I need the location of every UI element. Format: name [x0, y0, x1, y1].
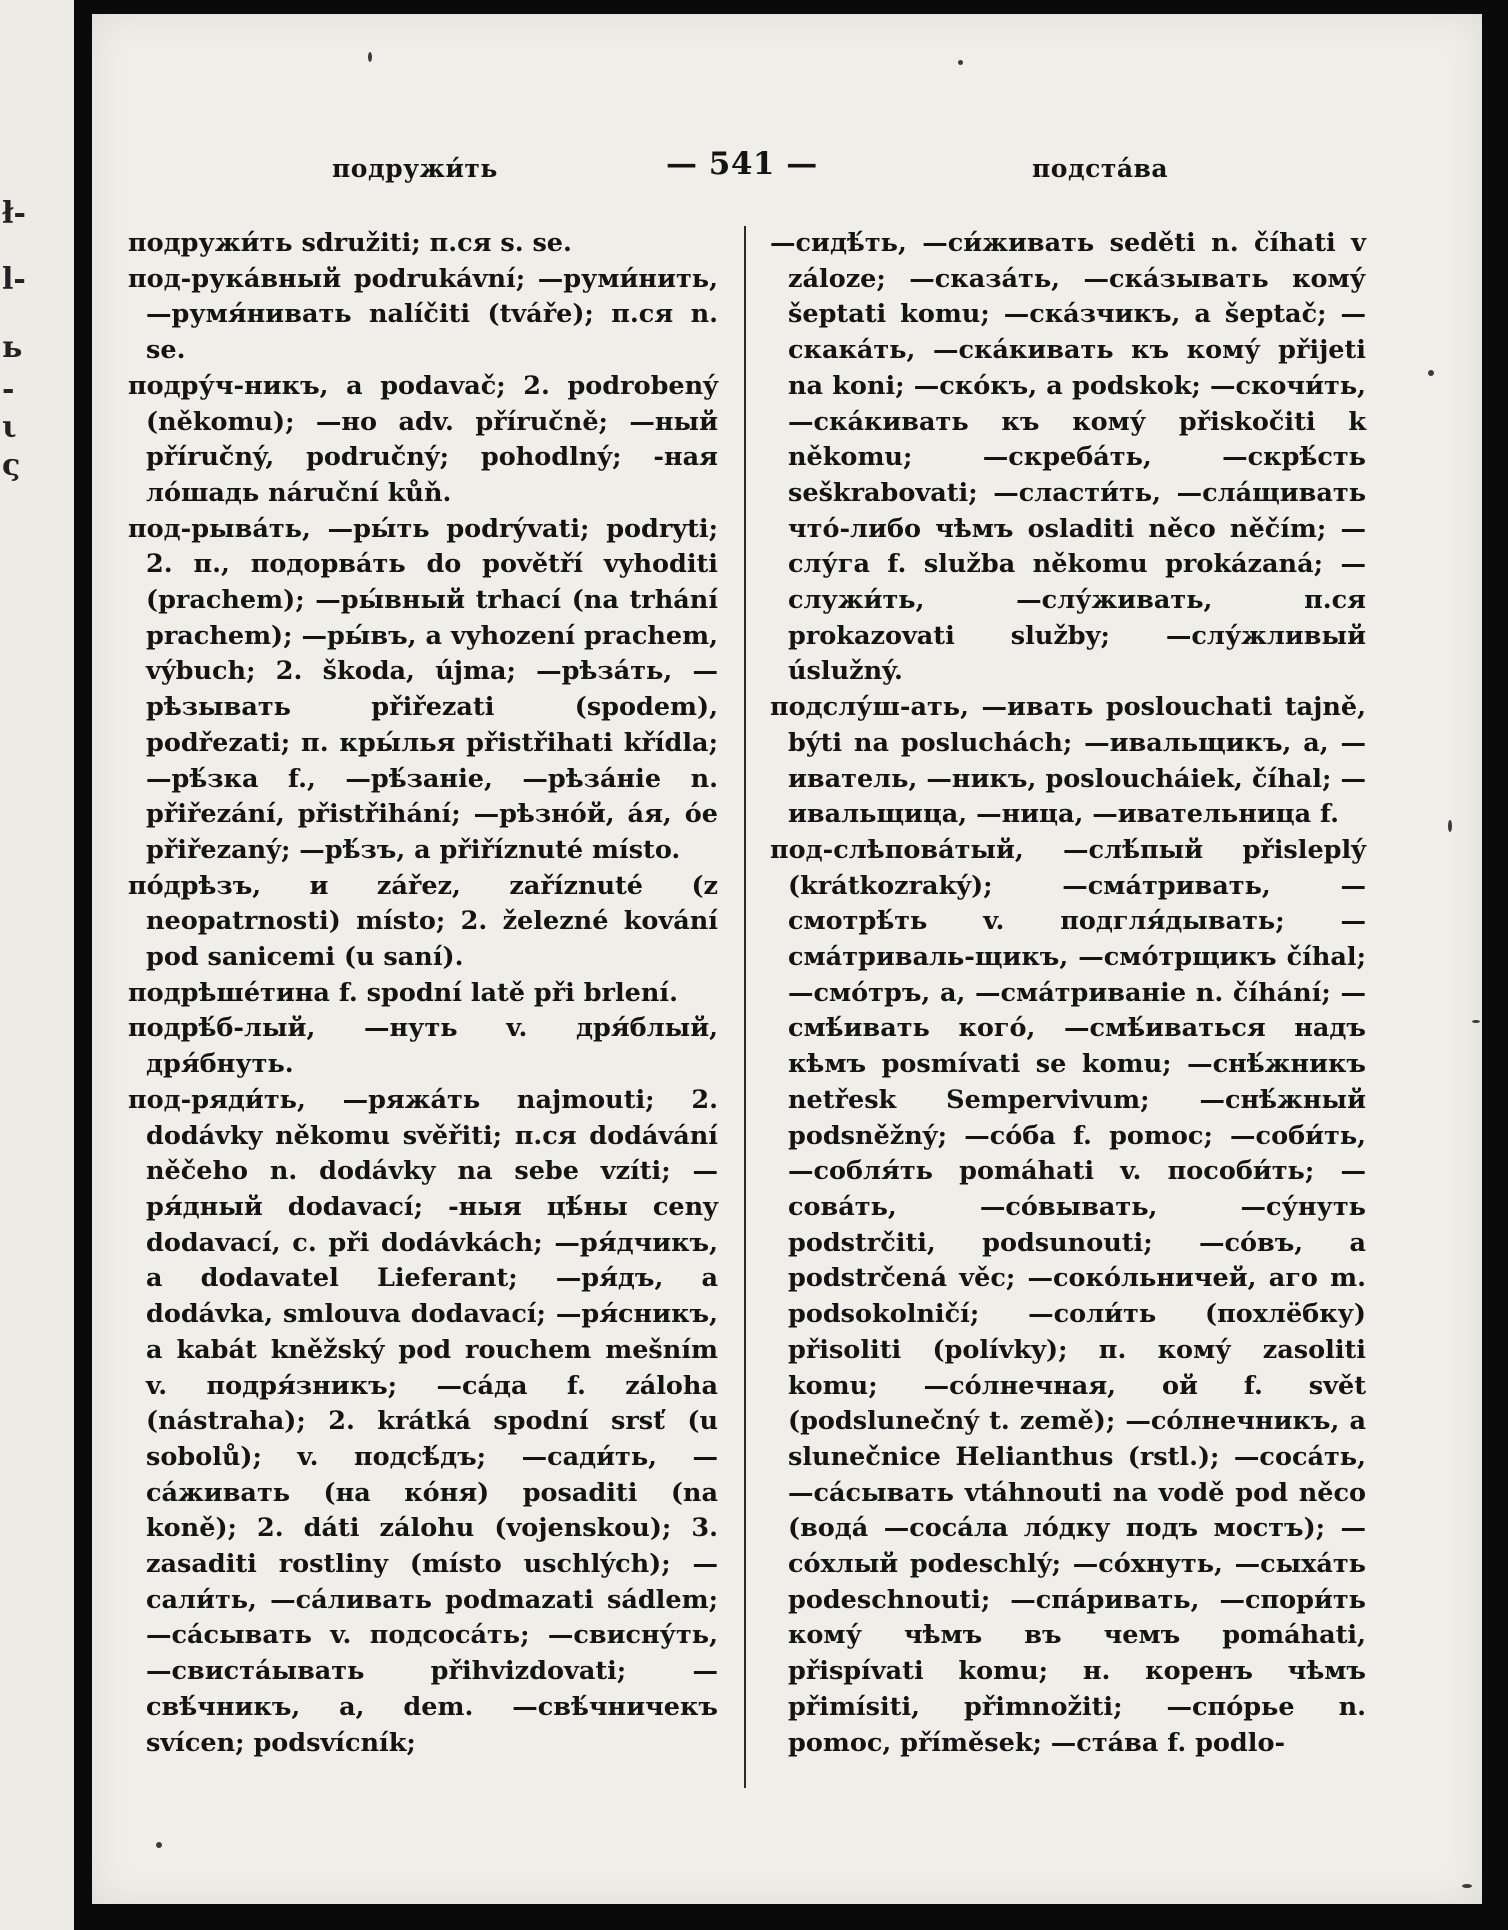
page-number: — 541 —	[666, 146, 818, 182]
dictionary-entry: по́дрѣзъ, и zářez, zaříznuté (z neopatrnosti) místo; 2. železné kování pod sanicemi (u saní).	[128, 870, 718, 973]
paper-speck	[1428, 370, 1434, 376]
left-catchword: подружи́ть	[332, 154, 498, 183]
dictionary-page	[92, 14, 1482, 1904]
previous-page-edge	[0, 0, 74, 1930]
paper-speck	[156, 1842, 162, 1848]
dictionary-entry: подружи́ть sdružiti; п.ся s. se.	[128, 228, 572, 258]
dictionary-entry: под-слѣповáтый, —слѣ́пый přisleplý (krátkozraký); —сма́тривать, —смотрѣ́ть v. подгля́дывать; —сма́триваль-щикъ, —смо́трщикъ číhal; —смо́тръ, a, —сма́триваніе n. číhání; —смѣ́ивать кого́, —смѣ́иваться надъ кѣмъ posmívati se komu; —снѣ́жникъ netřesk Sempervivum; —снѣ́жный podsněžný; —со́ба f. pomoc; —соби́ть, —собля́ть pomáhati v. пособи́ть; —сова́ть, —со́вывать, —су́нуть podstrčiti, podsunouti; —со́въ, a podstrčená věc; —соко́льничей, аго m. podsokolničí; —соли́ть (похлёбку) přisoliti (polívky); п. кому́ zasoliti komu; —со́лнечная, ой f. svět (podslunečný t. země); —со́лнечникъ, a slunečnice Helianthus (rstl.); —соса́ть, —са́сывать vtáhnouti na vodě pod něco (вода́ —соса́ла ло́дку подъ мостъ); —со́хлый podeschlý; —со́хнуть, —сыха́ть podeschnouti; —спа́ривать, —спори́ть кому́ чѣмъ въ чемъ pomáhati, přispívati komu; н. коренъ чѣмъ přimísiti, přimnožiti; —спо́рье n. pomoc, příměsek; —ста́ва f. podlo-	[770, 834, 1366, 1758]
paper-speck	[958, 60, 963, 65]
paper-speck	[1462, 1884, 1472, 1888]
paper-speck	[1472, 1020, 1480, 1023]
paper-speck	[1448, 820, 1452, 832]
dictionary-entry: под-рука́вный podrukávní; —руми́нить, —румя́нивать nalíčiti (tváře); п.ся n. se.	[128, 263, 718, 366]
dictionary-entry: —сидѣ́ть, —си́живать seděti n. číhati v záloze; —сказа́ть, —ска́зывать кому́ šeptati komu; —ска́зчикъ, a šeptač; —скака́ть, —ска́кивать къ кому́ přijeti na koni; —ско́къ, a podskok; —скочи́ть, —ска́кивать къ кому́ přiskočiti k někomu; —скреба́ть, —скрѣ́сть seškrabovati; —сласти́ть, —сла́щивать что́-либо чѣмъ osladiti něco něčím; —слу́га f. služba někomu prokázaná; —служи́ть, —слу́живать, п.ся prokazovati služby; —слу́жливый úslužný.	[770, 228, 1366, 687]
dictionary-entry: подрѣшéтина f. spodní latě při brlení.	[128, 977, 678, 1008]
dictionary-entry: подру́ч-никъ, a podavač; 2. podrobený (někomu); —но adv. příručně; —ный příručný, područný; pohodlný; -ная ло́шадь náruční kůň.	[128, 370, 718, 508]
dictionary-entry: подслу́ш-ать, —ивать poslouchati tajně, býti na posluchách; —ивальщикъ, a, —иватель, —никъ, posloucháiek, číhal; —ивальщица, —ница, —ивательница f.	[770, 692, 1366, 830]
previous-page-fragment: ι	[2, 410, 17, 445]
right-column	[770, 226, 1366, 1761]
previous-page-fragment: ς	[2, 448, 21, 483]
previous-page-fragment: ь	[2, 330, 23, 365]
previous-page-fragment: l-	[2, 262, 26, 297]
right-catchword: подста́ва	[1032, 154, 1169, 183]
previous-page-fragment: ł-	[2, 196, 26, 231]
dictionary-entry: под-ряди́ть, —ряжа́ть najmouti; 2. dodávky někomu svěřiti; п.ся dodávání něčeho n. dodávky na sebe vzíti; —ря́дный dodavací; -ныя цѣ́ны ceny dodavací, c. při dodávkách; —ря́дчикъ, a dodavatel Lieferant; —ря́дъ, a dodávka, smlouva dodavací; —ря́сникъ, a kabát kněžský pod rouchem mešním v. подря́зникъ; —са́да f. záloha (nástraha); 2. krátká spodní srsť (u sobolů); v. подсѣ́дъ; —сади́ть, —са́живать (на ко́ня) posaditi (na koně); 2. dáti zálohu (vojenskou); 3. zasaditi rostliny (místo uschlých); —сали́ть, —са́ливать podmazati sádlem; —са́сывать v. подсоса́ть; —свисну́ть, —свиста́ывать přihvizdovati; —свѣ́чникъ, a, dem. —свѣ́чничекъ svícen; podsvícník;	[128, 1084, 718, 1758]
column-divider	[744, 226, 746, 1788]
paper-speck	[368, 52, 372, 62]
scan-border	[1482, 0, 1508, 1930]
left-column	[128, 226, 718, 1761]
dictionary-entry: подрѣ́б-лый, —нуть v. дря́блый, дря́бнуть.	[128, 1013, 718, 1080]
previous-page-fragment: -	[2, 372, 15, 407]
page-header	[92, 142, 1482, 186]
dictionary-entry: под-рыва́ть, —ры́ть podrývati; podryti; 2. п., подорва́ть do povětří vyhoditi (prachem); —ры́вный trhací (na trhání prachem); —ры́въ, a vyhození prachem, výbuch; 2. škoda, újma; —рѣза́ть, —рѣзывать přiřezati (spodem), podřezati; п. кры́лья přistřihati křídla; —рѣ́зка f., —рѣ́заніе, —рѣза́ніе n. přiřezání, přistřihání; —рѣзно́й, а́я, о́е přiřezaný; —рѣ́зъ, a přiříznuté místo.	[128, 513, 718, 865]
